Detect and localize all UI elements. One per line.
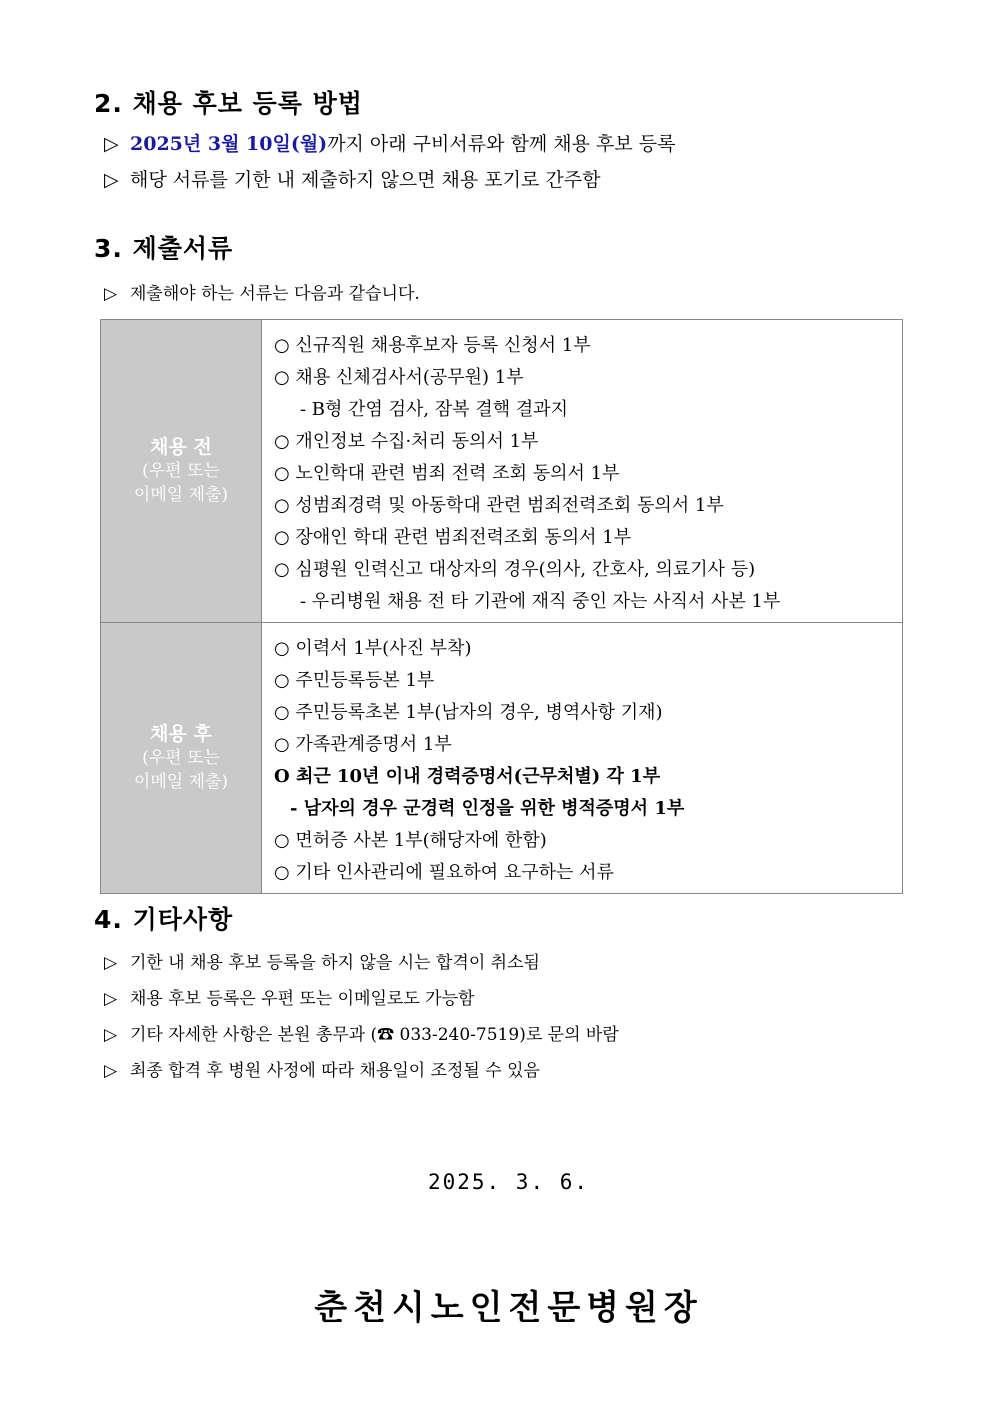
list-item: ○ 가족관계증명서 1부: [274, 734, 452, 755]
list-item: ○ 장애인 학대 관련 범죄전력조회 동의서 1부: [274, 527, 632, 548]
triangle-bullet-icon: ▷: [104, 169, 119, 191]
triangle-bullet-icon: ▷: [104, 133, 119, 155]
triangle-bullet-icon: ▷: [104, 284, 118, 304]
after-hiring-row: [101, 623, 903, 894]
list-item: ○ 기타 인사관리에 필요하여 요구하는 서류: [274, 862, 614, 883]
before-hiring-label-cell: [101, 320, 262, 623]
list-item: ○ 성범죄경력 및 아동학대 관련 범죄전력조회 동의서 1부: [274, 495, 724, 516]
triangle-bullet-icon: ▷: [104, 953, 118, 973]
section-4-bullet: [104, 1056, 540, 1081]
triangle-bullet-icon: ▷: [104, 1061, 118, 1081]
list-item: ○ 개인정보 수집·처리 동의서 1부: [274, 431, 539, 452]
section-4-title: 4. 기타사항: [94, 905, 234, 934]
list-subitem: - 우리병원 채용 전 타 기관에 재직 중인 자는 사직서 사본 1부: [300, 591, 781, 612]
list-item: ○ 주민등록초본 1부(남자의 경우, 병역사항 기재): [274, 702, 663, 723]
section-4-bullet: [104, 1020, 619, 1045]
section-2-bullet-1: [104, 129, 675, 156]
list-item: O 최근 10년 이내 경력증명서(근무처별) 각 1부: [274, 766, 661, 787]
list-item: ○ 면허증 사본 1부(해당자에 한함): [274, 830, 547, 851]
documents-table: [100, 319, 903, 894]
list-item: ○ 신규직원 채용후보자 등록 신청서 1부: [274, 335, 591, 356]
after-hiring-items: [262, 623, 903, 894]
section-3-title: 3. 제출서류: [94, 234, 234, 263]
list-item: ○ 심평원 인력신고 대상자의 경우(의사, 간호사, 의료기사 등): [274, 559, 756, 580]
before-hiring-label: 채용 전: [150, 436, 212, 458]
after-hiring-label: 채용 후: [150, 723, 212, 745]
before-hiring-note-1: (우편 또는: [142, 461, 220, 481]
list-item: ○ 이력서 1부(사진 부착): [274, 638, 472, 659]
section-4-bullet: [104, 948, 540, 973]
section-3-intro: [104, 279, 420, 304]
bullet-text: 기타 자세한 사항은 본원 총무과 (☎ 033-240-7519)로 문의 바람: [130, 1025, 619, 1045]
section-2-bullet-2: [104, 165, 600, 192]
list-subitem: - B형 간염 검사, 잠복 결핵 결과지: [300, 399, 569, 420]
deadline-highlight: 2025년 3월 10일(월): [130, 133, 328, 155]
intro-text: 제출해야 하는 서류는 다음과 같습니다.: [130, 284, 420, 304]
after-hiring-label-cell: [101, 623, 262, 894]
section-2-title: 2. 채용 후보 등록 방법: [94, 89, 363, 118]
before-hiring-row: [101, 320, 903, 623]
before-hiring-items: [262, 320, 903, 623]
before-hiring-note-2: 이메일 제출): [133, 485, 229, 505]
issue-date: 2025. 3. 6.: [427, 1170, 590, 1194]
triangle-bullet-icon: ▷: [104, 989, 118, 1009]
after-hiring-note-1: (우편 또는: [142, 748, 220, 768]
bullet-text: 해당 서류를 기한 내 제출하지 않으면 채용 포기로 간주함: [130, 169, 601, 191]
list-subitem: - 남자의 경우 군경력 인정을 위한 병적증명서 1부: [290, 798, 685, 819]
section-4-bullet: [104, 984, 474, 1009]
triangle-bullet-icon: ▷: [104, 1025, 118, 1045]
list-item: ○ 주민등록등본 1부: [274, 670, 435, 691]
bullet-text: 까지 아래 구비서류와 함께 채용 후보 등록: [327, 133, 676, 155]
signer-name: 춘천시노인전문병원장: [314, 1288, 703, 1328]
list-item: ○ 노인학대 관련 범죄 전력 조회 동의서 1부: [274, 463, 620, 484]
bullet-text: 채용 후보 등록은 우편 또는 이메일로도 가능함: [130, 989, 475, 1009]
list-item: ○ 채용 신체검사서(공무원) 1부: [274, 367, 524, 388]
after-hiring-note-2: 이메일 제출): [133, 772, 229, 792]
bullet-text: 기한 내 채용 후보 등록을 하지 않을 시는 합격이 취소됨: [130, 953, 540, 973]
bullet-text: 최종 합격 후 병원 사정에 따라 채용일이 조정될 수 있음: [130, 1061, 540, 1081]
